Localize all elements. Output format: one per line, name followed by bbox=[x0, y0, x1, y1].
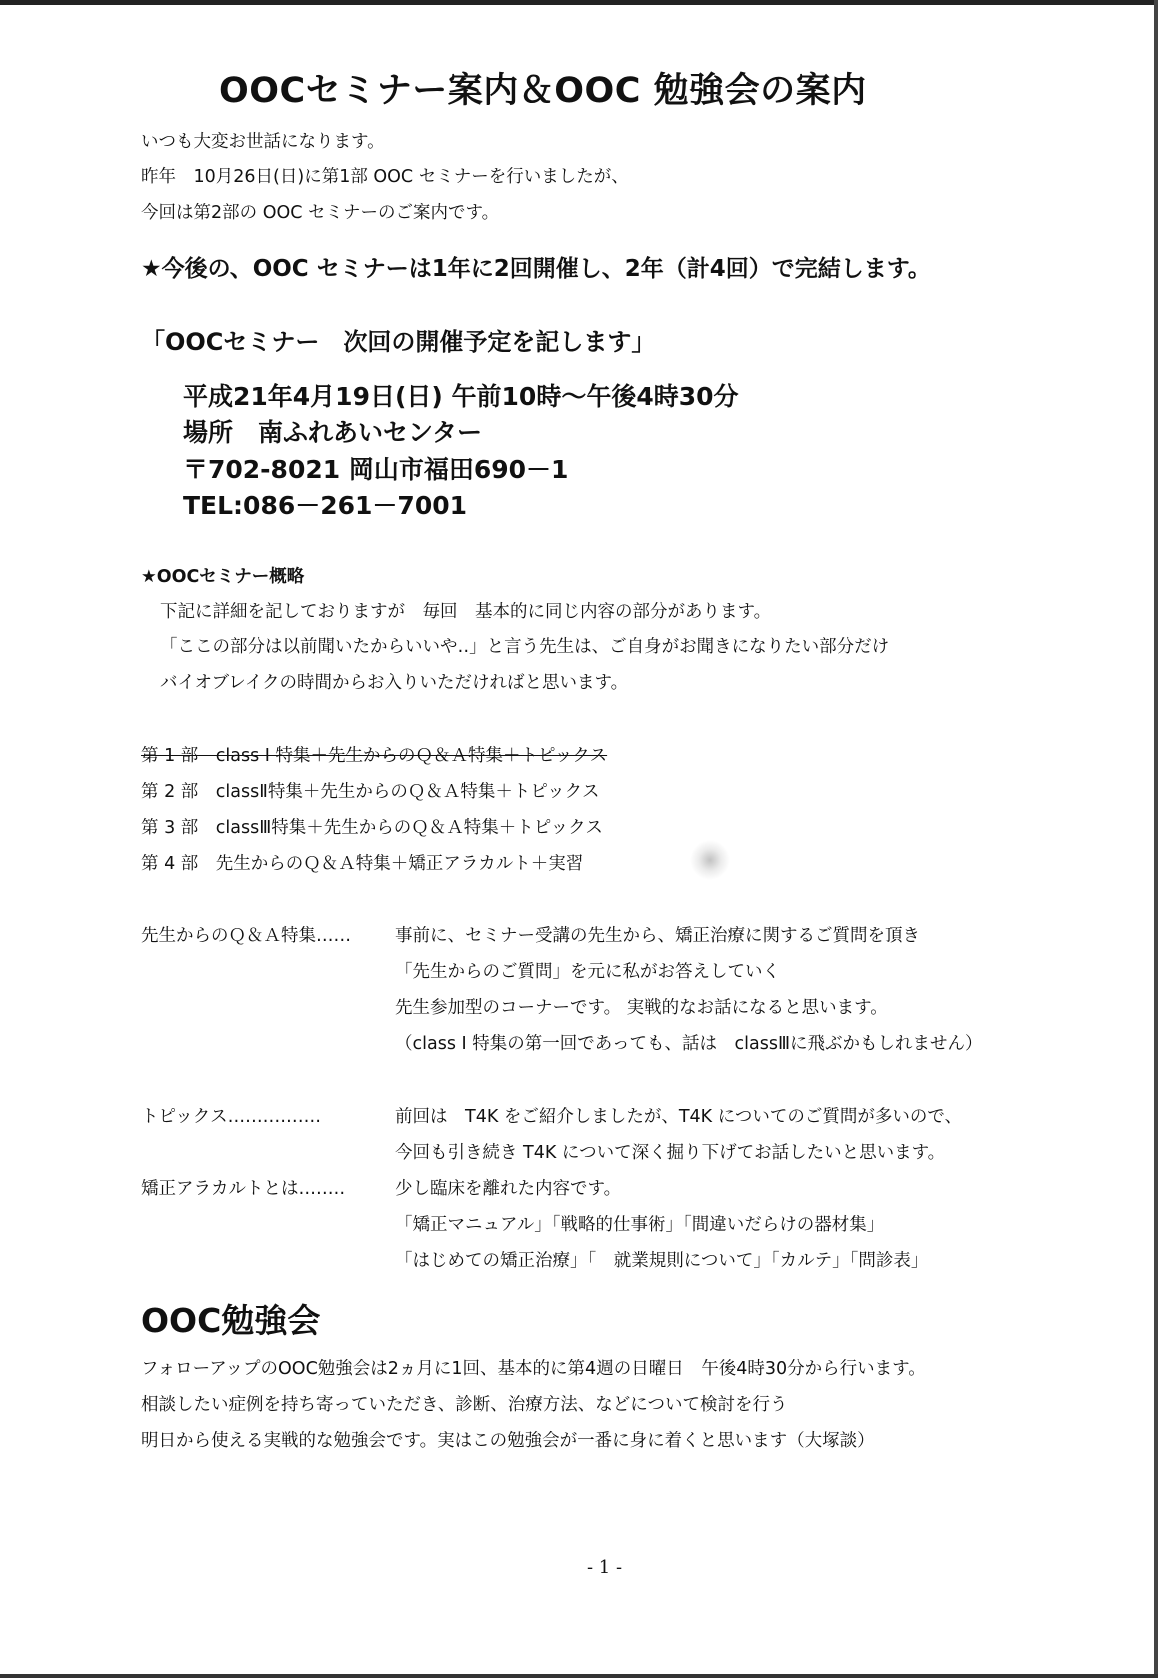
qa-label: 先生からのＱ＆Ａ特集‥‥‥ bbox=[141, 926, 352, 946]
scan-edge-bottom bbox=[0, 1674, 1158, 1678]
alacarte-line-3: 「はじめての矯正治療」「 就業規則について」「カルテ」「問診表」 bbox=[395, 1251, 929, 1271]
intro-line-1: いつも大変お世話になります。 bbox=[141, 132, 385, 152]
topics-line-2: 今回も引き続き T4K について深く掘り下げてお話したいと思います。 bbox=[395, 1143, 946, 1163]
part-3: 第 3 部 classⅢ特集＋先生からのＱ＆Ａ特集＋トピックス bbox=[141, 818, 603, 838]
overview-line-1: 下記に詳細を記しておりますが 毎回 基本的に同じ内容の部分があります。 bbox=[160, 602, 772, 622]
part-2: 第 2 部 classⅡ特集＋先生からのＱ＆Ａ特集＋トピックス bbox=[141, 782, 600, 802]
qa-line-4: （class Ⅰ 特集の第一回であっても、話は classⅢに飛ぶかもしれません） bbox=[395, 1034, 983, 1054]
next-address: 〒702-8021 岡山市福田690－1 bbox=[183, 455, 569, 484]
page-number: - 1 - bbox=[587, 1557, 623, 1578]
study-heading: OOC勉強会 bbox=[141, 1301, 321, 1340]
qa-line-2: 「先生からのご質問」を元に私がお答えしていく bbox=[395, 962, 780, 982]
part-1-struck: 第 1 部 class Ⅰ 特集＋先生からのＱ＆Ａ特集＋トピックス bbox=[141, 746, 608, 766]
qa-line-1: 事前に、セミナー受講の先生から、矯正治療に関するご質問を頂き bbox=[395, 926, 920, 946]
scan-speck bbox=[690, 840, 730, 880]
topics-line-1: 前回は T4K をご紹介しましたが、T4K についてのご質問が多いので、 bbox=[395, 1107, 963, 1127]
alacarte-label: 矯正アラカルトとは‥‥‥‥ bbox=[141, 1179, 346, 1199]
qa-line-3: 先生参加型のコーナーです。 実戦的なお話になると思います。 bbox=[395, 998, 888, 1018]
alacarte-line-2: 「矯正マニュアル」「戦略的仕事術」「間違いだらけの器材集」 bbox=[395, 1215, 885, 1235]
next-date: 平成21年4月19日(日) 午前10時～午後4時30分 bbox=[183, 382, 739, 411]
intro-line-2: 昨年 10月26日(日)に第1部 OOC セミナーを行いましたが、 bbox=[141, 167, 629, 187]
scan-edge-top bbox=[0, 0, 1158, 5]
overview-line-2: 「ここの部分は以前聞いたからいいや‥」と言う先生は、ご自身がお聞きになりたい部分だけ bbox=[160, 637, 890, 657]
alacarte-line-1: 少し臨床を離れた内容です。 bbox=[395, 1179, 622, 1199]
next-heading: 「OOCセミナー 次回の開催予定を記します」 bbox=[141, 328, 656, 356]
part-4: 第 4 部 先生からのＱ＆Ａ特集＋矯正アラカルト＋実習 bbox=[141, 854, 584, 874]
study-line-3: 明日から使える実戦的な勉強会です。実はこの勉強会が一番に身に着くと思います（大塚談） bbox=[141, 1431, 875, 1451]
next-place: 場所 南ふれあいセンター bbox=[183, 418, 483, 447]
topics-label: トピックス‥‥‥‥‥‥‥‥ bbox=[141, 1107, 322, 1127]
study-line-2: 相談したい症例を持ち寄っていただき、診断、治療方法、などについて検討を行う bbox=[141, 1395, 788, 1415]
next-tel: TEL:086－261－7001 bbox=[183, 491, 468, 520]
overview-heading: ★OOCセミナー概略 bbox=[141, 567, 305, 587]
study-line-1: フォローアップのOOC勉強会は2ヵ月に1回、基本的に第4週の日曜日 午後4時30分から行います。 bbox=[141, 1359, 926, 1379]
scan-edge-right bbox=[1154, 0, 1158, 1678]
page-title: OOCセミナー案内＆OOC 勉強会の案内 bbox=[219, 71, 867, 111]
overview-line-3: バイオブレイクの時間からお入りいただければと思います。 bbox=[160, 673, 629, 693]
intro-line-3: 今回は第2部の OOC セミナーのご案内です。 bbox=[141, 203, 500, 223]
highlight-note: ★今後の、OOC セミナーは1年に2回開催し、2年（計4回）で完結します。 bbox=[141, 256, 931, 282]
